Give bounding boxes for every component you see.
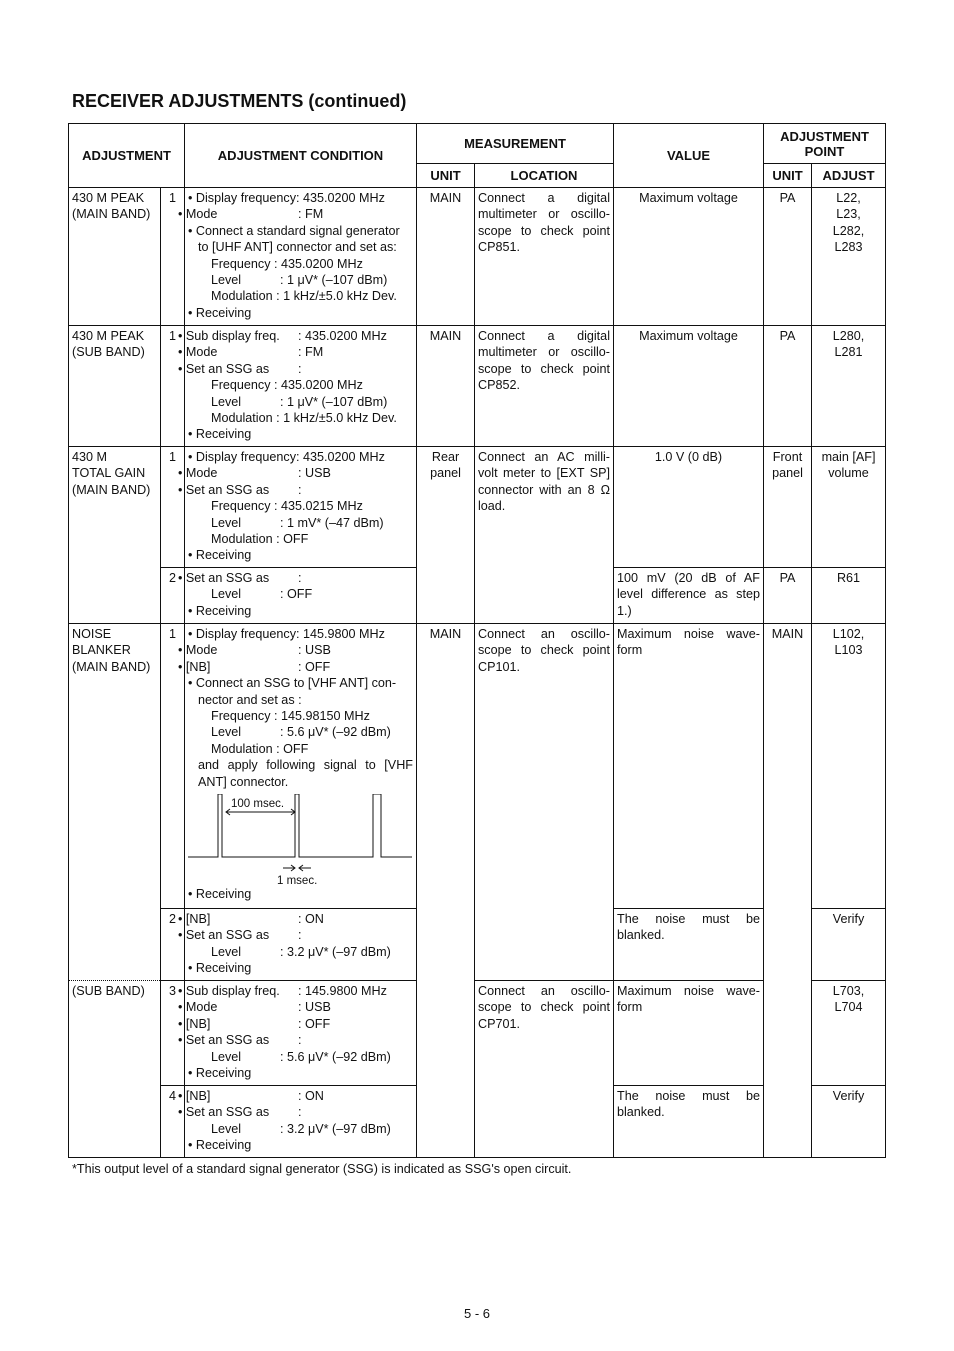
value: Maximum voltage	[614, 188, 764, 326]
wave-label-100msec: 100 msec.	[231, 798, 285, 811]
adjustment-name: 430 M PEAK (MAIN BAND)	[69, 188, 161, 326]
page-number: 5 - 6	[463, 1306, 490, 1321]
adjustment-name: 430 M TOTAL GAIN (MAIN BAND)	[69, 447, 161, 624]
measurement-location: Connect a digital multimeter or oscillo-scope to check point CP852.	[475, 326, 614, 447]
header-unit: UNIT	[417, 164, 475, 188]
adjustment-condition: • Display frequency: 435.0200 MHz • Mode : USB • Set an SSG as : Frequency : 435.0215 MHz Level : 1 mV* (–47 dBm) Modulation : OFF • Receiving	[185, 447, 417, 568]
adjustment-condition: • [NB] : ON • Set an SSG as : Level : 3.2 μV* (–97 dBm) • Receiving	[185, 909, 417, 981]
ap-unit: PA	[764, 188, 812, 326]
measurement-unit: Rear panel	[417, 447, 475, 624]
measurement-unit: MAIN	[417, 326, 475, 447]
wave-label-1msec: 1 msec.	[277, 875, 318, 887]
ap-adjust: main [AF] volume	[812, 447, 886, 568]
header-measurement: MEASUREMENT	[417, 124, 614, 164]
measurement-location: Connect an AC milli-volt meter to [EXT SP] connector with an 8 Ω load.	[475, 447, 614, 624]
header-value: VALUE	[614, 124, 764, 188]
header-condition: ADJUSTMENT CONDITION	[185, 124, 417, 188]
adjustment-table	[68, 123, 886, 1158]
measurement-location: Connect a digital multimeter or oscillo-scope to check point CP851.	[475, 188, 614, 326]
value: 1.0 V (0 dB)	[614, 447, 764, 568]
table-row	[69, 188, 886, 326]
ap-adjust: Verify	[812, 909, 886, 981]
ap-adjust: L102, L103	[812, 624, 886, 909]
adjustment-name: (SUB BAND)	[69, 981, 161, 1158]
ap-unit: Front panel	[764, 447, 812, 568]
measurement-unit: MAIN	[417, 624, 475, 1158]
page-title: RECEIVER ADJUSTMENTS (continued)	[72, 91, 407, 111]
ap-adjust: L280, L281	[812, 326, 886, 447]
header-ap-adjust: ADJUST	[812, 164, 886, 188]
ap-adjust: Verify	[812, 1086, 886, 1158]
value: Maximum noise wave-form	[614, 981, 764, 1086]
header-adjustment-point: ADJUSTMENT POINT	[764, 124, 886, 164]
adjustment-condition: • Display frequency: 435.0200 MHz • Mode : FM • Connect a standard signal generator to [UHF ANT] connector and set as: Frequency : 435.0200 MHz Level : 1 μV* (–107 dBm) Modulation : 1 kHz/±5.0 kHz Dev. • Receiving	[185, 188, 417, 326]
table-row	[69, 624, 886, 909]
ap-unit: PA	[764, 326, 812, 447]
step-number: 1	[161, 447, 185, 568]
table-row	[69, 981, 886, 1086]
ap-adjust: L22, L23, L282, L283	[812, 188, 886, 326]
signal-waveform-diagram	[188, 794, 412, 886]
adjustment-name-empty	[69, 909, 161, 981]
step-number: 4	[161, 1086, 185, 1158]
value: 100 mV (20 dB of AF level difference as step 1.)	[614, 568, 764, 624]
ap-adjust: R61	[812, 568, 886, 624]
step-number: 1	[161, 326, 185, 447]
step-number: 2	[161, 909, 185, 981]
table-row	[69, 447, 886, 568]
step-number: 1	[161, 624, 185, 909]
ap-adjust: L703, L704	[812, 981, 886, 1086]
ap-unit: MAIN	[764, 624, 812, 1158]
adjustment-name: NOISE BLANKER (MAIN BAND)	[69, 624, 161, 909]
step-number: 1	[161, 188, 185, 326]
footnote: *This output level of a standard signal generator (SSG) is indicated as SSG's open circuit.	[72, 1162, 572, 1176]
measurement-unit: MAIN	[417, 188, 475, 326]
ap-unit: PA	[764, 568, 812, 624]
header-ap-unit: UNIT	[764, 164, 812, 188]
adjustment-condition: • Sub display freq. : 435.0200 MHz • Mode : FM • Set an SSG as : Frequency : 435.0200 MHz Level : 1 μV* (–107 dBm) Modulation : 1 kHz/±5.0 kHz Dev. • Receiving	[185, 326, 417, 447]
adjustment-condition: • Sub display freq. : 145.9800 MHz • Mode : USB • [NB] : OFF • Set an SSG as : Level : 5.6 μV* (–92 dBm) • Receiving	[185, 981, 417, 1086]
adjustment-condition: • Set an SSG as : Level : OFF • Receiving	[185, 568, 417, 624]
value: The noise must be blanked.	[614, 909, 764, 981]
step-number: 3	[161, 981, 185, 1086]
measurement-location: Connect an oscillo-scope to check point CP701.	[475, 981, 614, 1158]
header-location: LOCATION	[475, 164, 614, 188]
adjustment-condition: • Display frequency: 145.9800 MHz • Mode : USB • [NB] : OFF • Connect an SSG to [VHF ANT] con-nector and set as : Frequency : 145.98150 MHz Level : 5.6 μV* (–92 dBm) Modulation : OFF and apply following signal to [VHF ANT] connector. 100 msec. 1 msec. • Receiving	[185, 624, 417, 909]
measurement-location: Connect an oscillo-scope to check point CP101.	[475, 624, 614, 981]
header-adjustment: ADJUSTMENT	[69, 124, 185, 188]
value: Maximum voltage	[614, 326, 764, 447]
adjustment-name: 430 M PEAK (SUB BAND)	[69, 326, 161, 447]
value: Maximum noise wave-form	[614, 624, 764, 909]
value: The noise must be blanked.	[614, 1086, 764, 1158]
adjustment-condition: • [NB] : ON • Set an SSG as : Level : 3.2 μV* (–97 dBm) • Receiving	[185, 1086, 417, 1158]
step-number: 2	[161, 568, 185, 624]
table-row	[69, 326, 886, 447]
